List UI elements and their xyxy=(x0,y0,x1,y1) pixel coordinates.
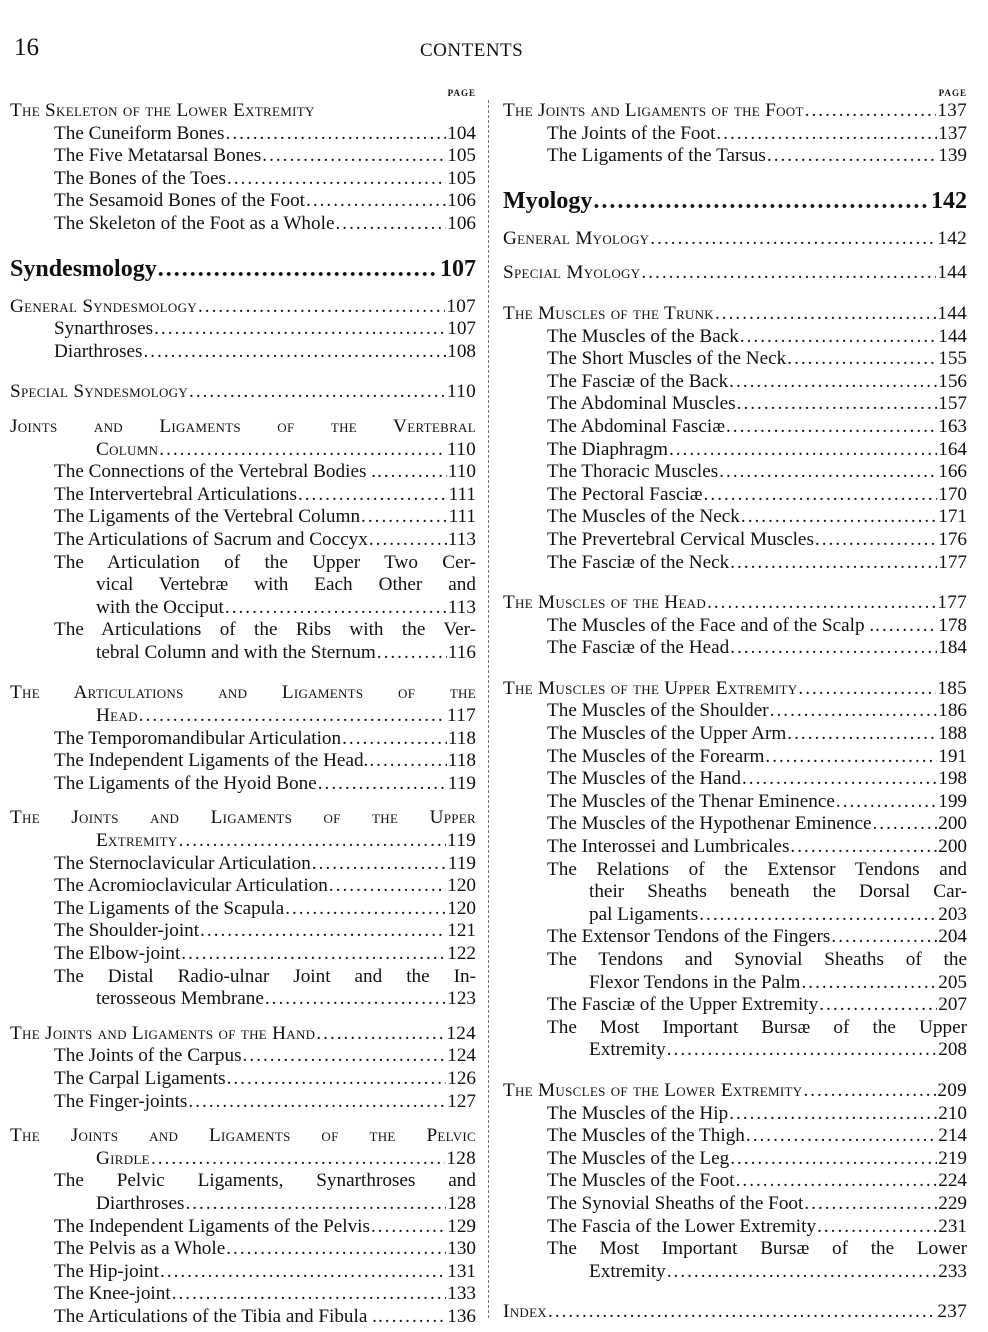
entry: The Elbow-joint ..... 122 xyxy=(10,943,476,966)
entry-list xyxy=(503,1103,967,1239)
entry: The Acromioclavicular Articulation ..... 120 xyxy=(10,875,476,898)
entry: Extremity ..... 208 xyxy=(503,1039,967,1062)
section-entry: The Muscles of the Lower Extremity ..... 209 xyxy=(503,1080,967,1103)
entry: The Fasciæ of the Neck ..... 177 xyxy=(503,552,967,575)
entry: The Muscles of the Thenar Eminence ..... 199 xyxy=(503,791,967,814)
entry: terosseous Membrane ..... 123 xyxy=(10,988,476,1011)
section-entry: The Joints and Ligaments of the Hand ..... 124 xyxy=(10,1023,476,1046)
page-number: 16 xyxy=(14,34,39,61)
entry: The Muscles of the Upper Arm ..... 188 xyxy=(503,723,967,746)
entry-line: The Distal Radio-ulnar Joint and the In- xyxy=(54,965,476,987)
entry: The Ligaments of the Scapula ..... 120 xyxy=(10,898,476,921)
entry-line: The Tendons and Synovial Sheaths of the xyxy=(547,949,967,970)
entry-list xyxy=(10,461,476,551)
entry: The Articulations of Sacrum and Coccyx ..... 113 xyxy=(10,529,476,552)
entry: The Pectoral Fasciæ ..... 170 xyxy=(503,484,967,507)
entry-list xyxy=(10,853,476,966)
page-label: PAGE xyxy=(447,88,476,98)
entry: The Carpal Ligaments ..... 126 xyxy=(10,1068,476,1091)
entry-line: vical Vertebræ with Each Other and xyxy=(96,574,476,596)
entry: The Sternoclavicular Articulation ..... 119 xyxy=(10,853,476,876)
entry: Diarthroses ..... 108 xyxy=(10,341,476,364)
entry-line: The Pelvic Ligaments, Synarthroses and xyxy=(54,1170,476,1192)
entry: The Skeleton of the Foot as a Whole ..... 106 xyxy=(10,213,476,236)
entry-list xyxy=(10,728,476,796)
entry: The Muscles of the Face and of the Scalp . ..... 178 xyxy=(503,615,967,638)
section-entry: The Joints and Ligaments of the Foot ..... 137 xyxy=(503,100,967,123)
entry: The Articulations of the Tibia and Fibula . ..... 136 xyxy=(10,1306,476,1329)
section-entry-index: Index ..... 237 xyxy=(503,1301,967,1324)
entry: The Intervertebral Articulations ..... 111 xyxy=(10,484,476,507)
entry: The Short Muscles of the Neck ..... 155 xyxy=(503,348,967,371)
entry: The Muscles of the Foot ..... 224 xyxy=(503,1170,967,1193)
entry: The Muscles of the Shoulder ..... 186 xyxy=(503,700,967,723)
column-divider xyxy=(488,100,490,1318)
entry: The Muscles of the Neck ..... 171 xyxy=(503,506,967,529)
entry: The Fasciæ of the Upper Extremity ..... 207 xyxy=(503,994,967,1017)
entry-list xyxy=(10,1045,476,1113)
entry-line: The Relations of the Extensor Tendons and xyxy=(547,858,967,880)
entry: The Muscles of the Hypothenar Eminence ..... 200 xyxy=(503,813,967,836)
section-entry: Head ..... 117 xyxy=(10,705,476,728)
entry: The Joints of the Carpus ..... 124 xyxy=(10,1045,476,1068)
entry: The Pelvis as a Whole ..... 130 xyxy=(10,1238,476,1261)
entry: tebral Column and with the Sternum ..... 116 xyxy=(10,642,476,665)
entry: The Independent Ligaments of the Pelvis ..... 129 xyxy=(10,1216,476,1239)
section-entry: The Muscles of the Upper Extremity ..... 185 xyxy=(503,678,967,701)
entry: The Five Metatarsal Bones ..... 105 xyxy=(10,145,476,168)
entry: The Fasciæ of the Back ..... 156 xyxy=(503,371,967,394)
entry: Synarthroses ..... 107 xyxy=(10,318,476,341)
running-head: CONTENTS xyxy=(420,40,524,61)
entry-line: The Most Important Bursæ of the Lower xyxy=(547,1238,967,1260)
entry: pal Ligaments ..... 203 xyxy=(503,904,967,927)
entry: Extremity ..... 233 xyxy=(503,1261,967,1284)
entry-line: The Most Important Bursæ of the Upper xyxy=(547,1016,967,1038)
entry-line: The Articulation of the Upper Two Cer- xyxy=(54,551,476,573)
entry: The Muscles of the Hand ..... 198 xyxy=(503,768,967,791)
entry-line: their Sheaths beneath the Dorsal Car- xyxy=(589,881,967,903)
right-column xyxy=(503,86,967,1324)
entry-list xyxy=(10,318,476,363)
entry: The Cuneiform Bones ..... 104 xyxy=(10,123,476,146)
entry-list xyxy=(503,700,967,858)
section-title: The Skeleton of the Lower Extremity xyxy=(10,100,315,121)
entry: The Ligaments of the Tarsus ..... 139 xyxy=(503,145,967,168)
section-entry: General Myology ..... 142 xyxy=(503,228,967,251)
section-entry: The Muscles of the Head ..... 177 xyxy=(503,592,967,615)
entry: The Ligaments of the Hyoid Bone ..... 119 xyxy=(10,773,476,796)
entry: The Hip-joint ..... 131 xyxy=(10,1261,476,1284)
entry: The Shoulder-joint ..... 121 xyxy=(10,920,476,943)
entry: The Independent Ligaments of the Head. ..... 118 xyxy=(10,750,476,773)
entry: The Muscles of the Leg ..... 219 xyxy=(503,1148,967,1171)
entry: The Bones of the Toes ..... 105 xyxy=(10,168,476,191)
section-title: The Articulations and Ligaments of the xyxy=(10,682,476,704)
entry: The Connections of the Vertebral Bodies . ..... 110 xyxy=(10,461,476,484)
entry: The Diaphragm ..... 164 xyxy=(503,439,967,462)
entry: The Fasciæ of the Head ..... 184 xyxy=(503,637,967,660)
entry: The Interossei and Lumbricales ..... 200 xyxy=(503,836,967,859)
section-entry: Special Myology ..... 144 xyxy=(503,262,967,285)
entry: The Synovial Sheaths of the Foot ..... 229 xyxy=(503,1193,967,1216)
major-heading: Syndesmology ..... 107 xyxy=(10,254,476,284)
section-title: Joints and Ligaments of the Vertebral xyxy=(10,415,476,437)
entry: The Fascia of the Lower Extremity ..... 231 xyxy=(503,1216,967,1239)
section-entry: Extremity ..... 119 xyxy=(10,830,476,853)
entry: The Abdominal Muscles ..... 157 xyxy=(503,393,967,416)
entry: Flexor Tendons in the Palm ..... 205 xyxy=(503,972,967,995)
entry: The Sesamoid Bones of the Foot ..... 106 xyxy=(10,190,476,213)
section-entry: Girdle ..... 128 xyxy=(10,1148,476,1171)
entry-list xyxy=(503,123,967,168)
entry: Diarthroses ..... 128 xyxy=(10,1193,476,1216)
entry-list xyxy=(503,326,967,575)
entry: The Finger-joints ..... 127 xyxy=(10,1091,476,1114)
entry: with the Occiput ..... 113 xyxy=(10,597,476,620)
entry: The Joints of the Foot ..... 137 xyxy=(503,123,967,146)
entry: The Muscles of the Forearm ..... 191 xyxy=(503,746,967,769)
left-column xyxy=(10,86,476,1329)
major-heading: Myology ..... 142 xyxy=(503,186,967,216)
entry: The Prevertebral Cervical Muscles ..... 176 xyxy=(503,529,967,552)
section-entry: Column ..... 110 xyxy=(10,439,476,462)
section-entry: The Muscles of the Trunk ..... 144 xyxy=(503,303,967,326)
entry: The Muscles of the Thigh ..... 214 xyxy=(503,1125,967,1148)
section-entry: Special Syndesmology ..... 110 xyxy=(10,381,476,404)
page-label: PAGE xyxy=(938,88,967,98)
entry-line: The Articulations of the Ribs with the Ver- xyxy=(54,619,476,641)
entry: The Extensor Tendons of the Fingers ..... 204 xyxy=(503,926,967,949)
entry: The Abdominal Fasciæ ..... 163 xyxy=(503,416,967,439)
section-entry: General Syndesmology ..... 107 xyxy=(10,296,476,319)
entry: The Muscles of the Hip ..... 210 xyxy=(503,1103,967,1126)
section-title: The Joints and Ligaments of the Pelvic xyxy=(10,1125,476,1147)
entry: The Thoracic Muscles ..... 166 xyxy=(503,461,967,484)
entry: The Muscles of the Back ..... 144 xyxy=(503,326,967,349)
entry-list xyxy=(10,123,476,236)
entry: The Ligaments of the Vertebral Column ..... 111 xyxy=(10,506,476,529)
entry-list xyxy=(10,1216,476,1329)
entry: The Temporomandibular Articulation ..... 118 xyxy=(10,728,476,751)
entry: The Knee-joint ..... 133 xyxy=(10,1283,476,1306)
section-title: The Joints and Ligaments of the Upper xyxy=(10,807,476,829)
entry-list xyxy=(503,615,967,660)
